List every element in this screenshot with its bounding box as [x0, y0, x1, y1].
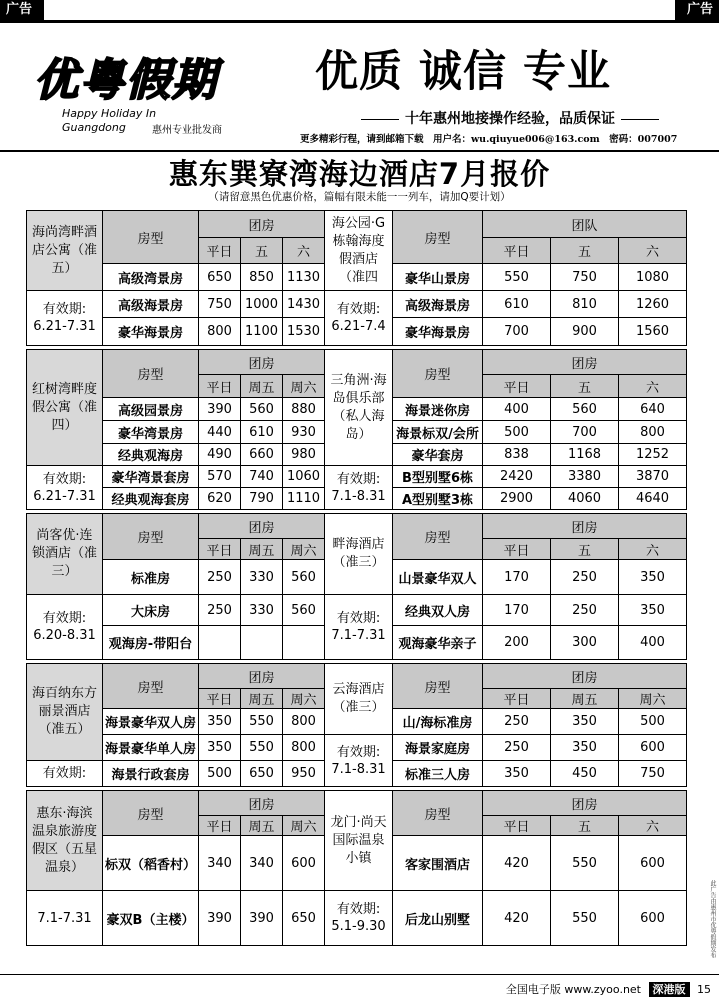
day-header: 五 [241, 238, 283, 264]
price-cell: 570 [199, 466, 241, 488]
day-header: 周六 [283, 689, 325, 709]
price-cell: 490 [199, 444, 241, 466]
price-cell: 550 [241, 709, 283, 735]
hotel-name: 龙门·尚天国际温泉小镇 [325, 791, 393, 891]
room-name: 标准房 [103, 560, 199, 595]
room-type-header: 房型 [393, 514, 483, 560]
price-cell: 650 [199, 264, 241, 291]
room-name: 海景豪华双人房 [103, 709, 199, 735]
group-header: 团房 [199, 350, 325, 375]
price-cell: 170 [483, 560, 551, 595]
validity [325, 891, 393, 946]
validity [27, 761, 103, 787]
validity-date: 5.1-9.30 [331, 919, 386, 934]
price-cell: 800 [283, 735, 325, 761]
price-cell: 1000 [241, 291, 283, 318]
price-cell: 800 [199, 318, 241, 346]
price-cell: 800 [283, 709, 325, 735]
room-name: 豪华湾景房 [103, 421, 199, 444]
room-type-header: 房型 [103, 350, 199, 398]
price-cell: 1560 [619, 318, 687, 346]
price-cell: 1080 [619, 264, 687, 291]
room-type-header: 房型 [393, 350, 483, 398]
price-cell: 200 [483, 626, 551, 660]
room-name: 山/海标准房 [393, 709, 483, 735]
validity-date: 7.1-8.31 [331, 761, 386, 777]
hotel-name: 惠东·海滨温泉旅游度假区（五星温泉） [27, 791, 103, 891]
day-header: 五 [551, 375, 619, 398]
day-header: 六 [619, 238, 687, 264]
price-cell: 600 [619, 891, 687, 946]
group-header: 团房 [199, 211, 325, 238]
price-cell: 700 [483, 318, 551, 346]
price-cell: 350 [199, 735, 241, 761]
day-header: 平日 [199, 689, 241, 709]
validity-label: 有效期: [336, 471, 381, 487]
price-cell: 350 [619, 560, 687, 595]
hotel-name: 尚客优·连锁酒店（准三） [27, 514, 103, 595]
validity-label: 有效期: [42, 611, 87, 626]
slogan: 优质 诚信 专业 [315, 47, 611, 97]
price-cell: 700 [551, 421, 619, 444]
price-cell: 650 [241, 761, 283, 787]
price-cell: 420 [483, 891, 551, 946]
room-name: 高级海景房 [103, 291, 199, 318]
validity-label: 有效期: [42, 766, 87, 781]
day-header: 周六 [283, 375, 325, 398]
price-cell: 560 [241, 398, 283, 421]
validity-date: 6.21-7.31 [33, 319, 96, 334]
validity-label: 有效期: [42, 302, 87, 317]
price-cell: 850 [241, 264, 283, 291]
validity-label: 有效期: [336, 611, 381, 626]
footer-text [506, 981, 711, 997]
price-cell: 4060 [551, 488, 619, 510]
group-header: 团房 [483, 664, 687, 689]
price-cell: 930 [283, 421, 325, 444]
day-header: 平日 [199, 238, 241, 264]
day-header: 五 [551, 539, 619, 560]
room-name: 高级湾景房 [103, 264, 199, 291]
day-header: 周六 [283, 816, 325, 836]
price-cell: 900 [551, 318, 619, 346]
day-header: 平日 [483, 375, 551, 398]
price-cell: 1530 [283, 318, 325, 346]
day-header: 周六 [283, 539, 325, 560]
room-type-header: 房型 [103, 514, 199, 560]
price-table [26, 210, 687, 946]
day-header: 平日 [199, 375, 241, 398]
hotel-name: 云海酒店（准三） [325, 664, 393, 735]
price-cell: 500 [199, 761, 241, 787]
validity [27, 291, 103, 346]
price-cell: 750 [551, 264, 619, 291]
price-cell: 3380 [551, 466, 619, 488]
price-cell [199, 626, 241, 660]
price-cell: 330 [241, 595, 283, 626]
contact-info: 更多精彩行程，请到邮箱下载 用户名：wu.qiuyue006@163.com 密码：007007 [300, 134, 678, 145]
hotel-name: 三角洲·海岛俱乐部（私人海岛） [325, 350, 393, 466]
room-name: 海景迷你房 [393, 398, 483, 421]
room-name: 大床房 [103, 595, 199, 626]
price-cell: 790 [241, 488, 283, 510]
price-cell: 500 [619, 709, 687, 735]
day-header: 五 [551, 816, 619, 836]
price-cell: 610 [241, 421, 283, 444]
logo-text: 优粤假期 [34, 55, 218, 106]
group-header: 团房 [483, 791, 687, 816]
price-cell: 650 [283, 891, 325, 946]
price-cell: 250 [483, 709, 551, 735]
day-header: 周五 [241, 375, 283, 398]
room-name: 标准三人房 [393, 761, 483, 787]
price-cell: 980 [283, 444, 325, 466]
group-header: 团房 [199, 664, 325, 689]
price-cell: 600 [619, 735, 687, 761]
room-name: 豪双B（主楼） [103, 891, 199, 946]
price-cell: 300 [551, 626, 619, 660]
price-cell: 660 [241, 444, 283, 466]
price-cell: 1252 [619, 444, 687, 466]
price-cell: 1430 [283, 291, 325, 318]
room-name: 客家围酒店 [393, 836, 483, 891]
price-cell [241, 626, 283, 660]
room-type-header: 房型 [103, 664, 199, 709]
day-header: 六 [283, 238, 325, 264]
price-cell: 250 [199, 595, 241, 626]
day-header: 周五 [241, 816, 283, 836]
price-cell: 550 [241, 735, 283, 761]
room-name: 观海豪华亲子 [393, 626, 483, 660]
room-name: 山景豪华双人 [393, 560, 483, 595]
price-cell: 3870 [619, 466, 687, 488]
group-header: 团房 [483, 350, 687, 375]
validity-date: 7.1-7.31 [331, 628, 386, 643]
price-cell: 950 [283, 761, 325, 787]
validity-date: 6.21-7.31 [33, 488, 96, 504]
price-cell: 250 [483, 735, 551, 761]
price-cell: 450 [551, 761, 619, 787]
day-header: 周六 [619, 689, 687, 709]
price-cell: 330 [241, 560, 283, 595]
room-type-header: 房型 [103, 791, 199, 836]
room-name: 豪华海景房 [393, 318, 483, 346]
validity-date: 7.1-7.31 [37, 910, 92, 926]
room-type-header: 房型 [393, 791, 483, 836]
price-cell: 838 [483, 444, 551, 466]
price-cell: 4640 [619, 488, 687, 510]
price-cell: 250 [199, 560, 241, 595]
room-name: 经典双人房 [393, 595, 483, 626]
price-cell: 170 [483, 595, 551, 626]
validity-label: 有效期: [336, 744, 381, 760]
logo-english-line1: Happy Holiday In [62, 107, 157, 120]
group-header: 团房 [199, 514, 325, 539]
validity [27, 891, 103, 946]
room-type-header: 房型 [103, 211, 199, 264]
price-cell: 620 [199, 488, 241, 510]
room-name: 海景标双/会所 [393, 421, 483, 444]
price-cell: 600 [619, 836, 687, 891]
hotel-name: 畔海酒店（准三） [325, 514, 393, 595]
price-cell: 1060 [283, 466, 325, 488]
validity [27, 595, 103, 660]
room-name: 豪华海景房 [103, 318, 199, 346]
validity [27, 466, 103, 510]
price-cell: 600 [283, 836, 325, 891]
price-cell: 350 [199, 709, 241, 735]
hotel-name: 海公园·G栋翰海度假酒店（准四 [325, 211, 393, 291]
price-cell: 2900 [483, 488, 551, 510]
room-name: 观海房-带阳台 [103, 626, 199, 660]
validity-date: 7.1-8.31 [331, 488, 386, 504]
price-cell: 400 [619, 626, 687, 660]
price-cell: 250 [551, 560, 619, 595]
price-cell: 440 [199, 421, 241, 444]
day-header: 周五 [551, 689, 619, 709]
validity [325, 595, 393, 660]
price-cell: 250 [551, 595, 619, 626]
room-name: 豪华湾景套房 [103, 466, 199, 488]
price-cell: 390 [241, 891, 283, 946]
price-cell: 550 [551, 836, 619, 891]
validity [325, 735, 393, 787]
day-header: 六 [619, 375, 687, 398]
price-cell: 350 [619, 595, 687, 626]
price-cell: 560 [551, 398, 619, 421]
footer [0, 974, 719, 1000]
price-cell: 610 [483, 291, 551, 318]
price-cell: 750 [199, 291, 241, 318]
price-cell: 350 [483, 761, 551, 787]
price-cell: 800 [619, 421, 687, 444]
hotel-name: 海百纳东方丽景酒店（准五） [27, 664, 103, 761]
page-subtitle: （请留意黑色优惠价格，篇幅有限未能一一列车，请加Q要计划） [208, 191, 511, 203]
brand-logo [22, 30, 297, 140]
validity-date: 6.20-8.31 [33, 628, 96, 643]
room-name: 高级园景房 [103, 398, 199, 421]
room-name: 标双（稻香村） [103, 836, 199, 891]
room-name: B型别墅6栋 [393, 466, 483, 488]
day-header: 平日 [199, 816, 241, 836]
validity-date: 6.21-7.4 [331, 319, 386, 334]
price-cell: 640 [619, 398, 687, 421]
hotel-name: 海尚湾畔酒店公寓（准五） [27, 211, 103, 291]
validity [325, 291, 393, 346]
day-header: 平日 [483, 689, 551, 709]
day-header: 平日 [199, 539, 241, 560]
price-cell: 1260 [619, 291, 687, 318]
logo-subtitle: 惠州专业批发商 [152, 125, 222, 136]
hotel-name: 红树湾畔度假公寓（准四） [27, 350, 103, 466]
room-name: 后龙山别墅 [393, 891, 483, 946]
day-header: 周五 [241, 539, 283, 560]
validity-label: 有效期: [336, 902, 381, 917]
price-cell: 1100 [241, 318, 283, 346]
tagline [320, 108, 700, 128]
day-header: 六 [619, 539, 687, 560]
ad-label-left: 广告 [0, 0, 44, 20]
room-name: 高级海景房 [393, 291, 483, 318]
room-name: 经典观海套房 [103, 488, 199, 510]
price-cell: 1110 [283, 488, 325, 510]
footer-site: 全国电子版 www.zyoo.net [505, 983, 641, 996]
room-type-header: 房型 [393, 211, 483, 264]
day-header: 平日 [483, 238, 551, 264]
footer-edition: 深港版 [649, 982, 690, 997]
room-name: 海景行政套房 [103, 761, 199, 787]
day-header: 平日 [483, 816, 551, 836]
page-number: 15 [697, 983, 711, 996]
price-cell: 750 [619, 761, 687, 787]
price-cell: 2420 [483, 466, 551, 488]
price-cell: 810 [551, 291, 619, 318]
price-cell: 550 [483, 264, 551, 291]
room-name: 豪华套房 [393, 444, 483, 466]
price-cell: 340 [241, 836, 283, 891]
price-cell: 500 [483, 421, 551, 444]
room-type-header: 房型 [393, 664, 483, 709]
room-name: 经典观海房 [103, 444, 199, 466]
validity [325, 466, 393, 510]
room-name: A型别墅3栋 [393, 488, 483, 510]
top-rule [0, 20, 719, 23]
day-header: 平日 [483, 539, 551, 560]
price-cell: 350 [551, 709, 619, 735]
day-header: 六 [619, 816, 687, 836]
day-header: 五 [551, 238, 619, 264]
logo-english-line2: Guangdong [62, 121, 126, 134]
room-name: 豪华山景房 [393, 264, 483, 291]
price-cell: 340 [199, 836, 241, 891]
price-cell: 390 [199, 891, 241, 946]
price-cell: 400 [483, 398, 551, 421]
group-header: 团队 [483, 211, 687, 238]
group-header: 团房 [483, 514, 687, 539]
price-cell: 390 [199, 398, 241, 421]
ad-label-right: 广告 [675, 0, 719, 20]
group-header: 团房 [199, 791, 325, 816]
tagline-text: 十年惠州地接操作经验，品质保证 [405, 111, 615, 127]
price-cell: 350 [551, 735, 619, 761]
price-cell [283, 626, 325, 660]
price-cell: 1168 [551, 444, 619, 466]
room-name: 海景豪华单人房 [103, 735, 199, 761]
price-cell: 1130 [283, 264, 325, 291]
day-header: 周五 [241, 689, 283, 709]
price-cell: 740 [241, 466, 283, 488]
price-cell: 560 [283, 595, 325, 626]
validity-label: 有效期: [42, 471, 87, 487]
price-cell: 880 [283, 398, 325, 421]
price-cell: 560 [283, 560, 325, 595]
price-cell: 420 [483, 836, 551, 891]
side-note: 此广告由惠州市优粤假期发布 [709, 880, 716, 958]
room-name: 海景家庭房 [393, 735, 483, 761]
price-cell: 550 [551, 891, 619, 946]
page-title: 惠东巽寮湾海边酒店7月报价 [168, 157, 551, 191]
validity-label: 有效期: [336, 302, 381, 317]
